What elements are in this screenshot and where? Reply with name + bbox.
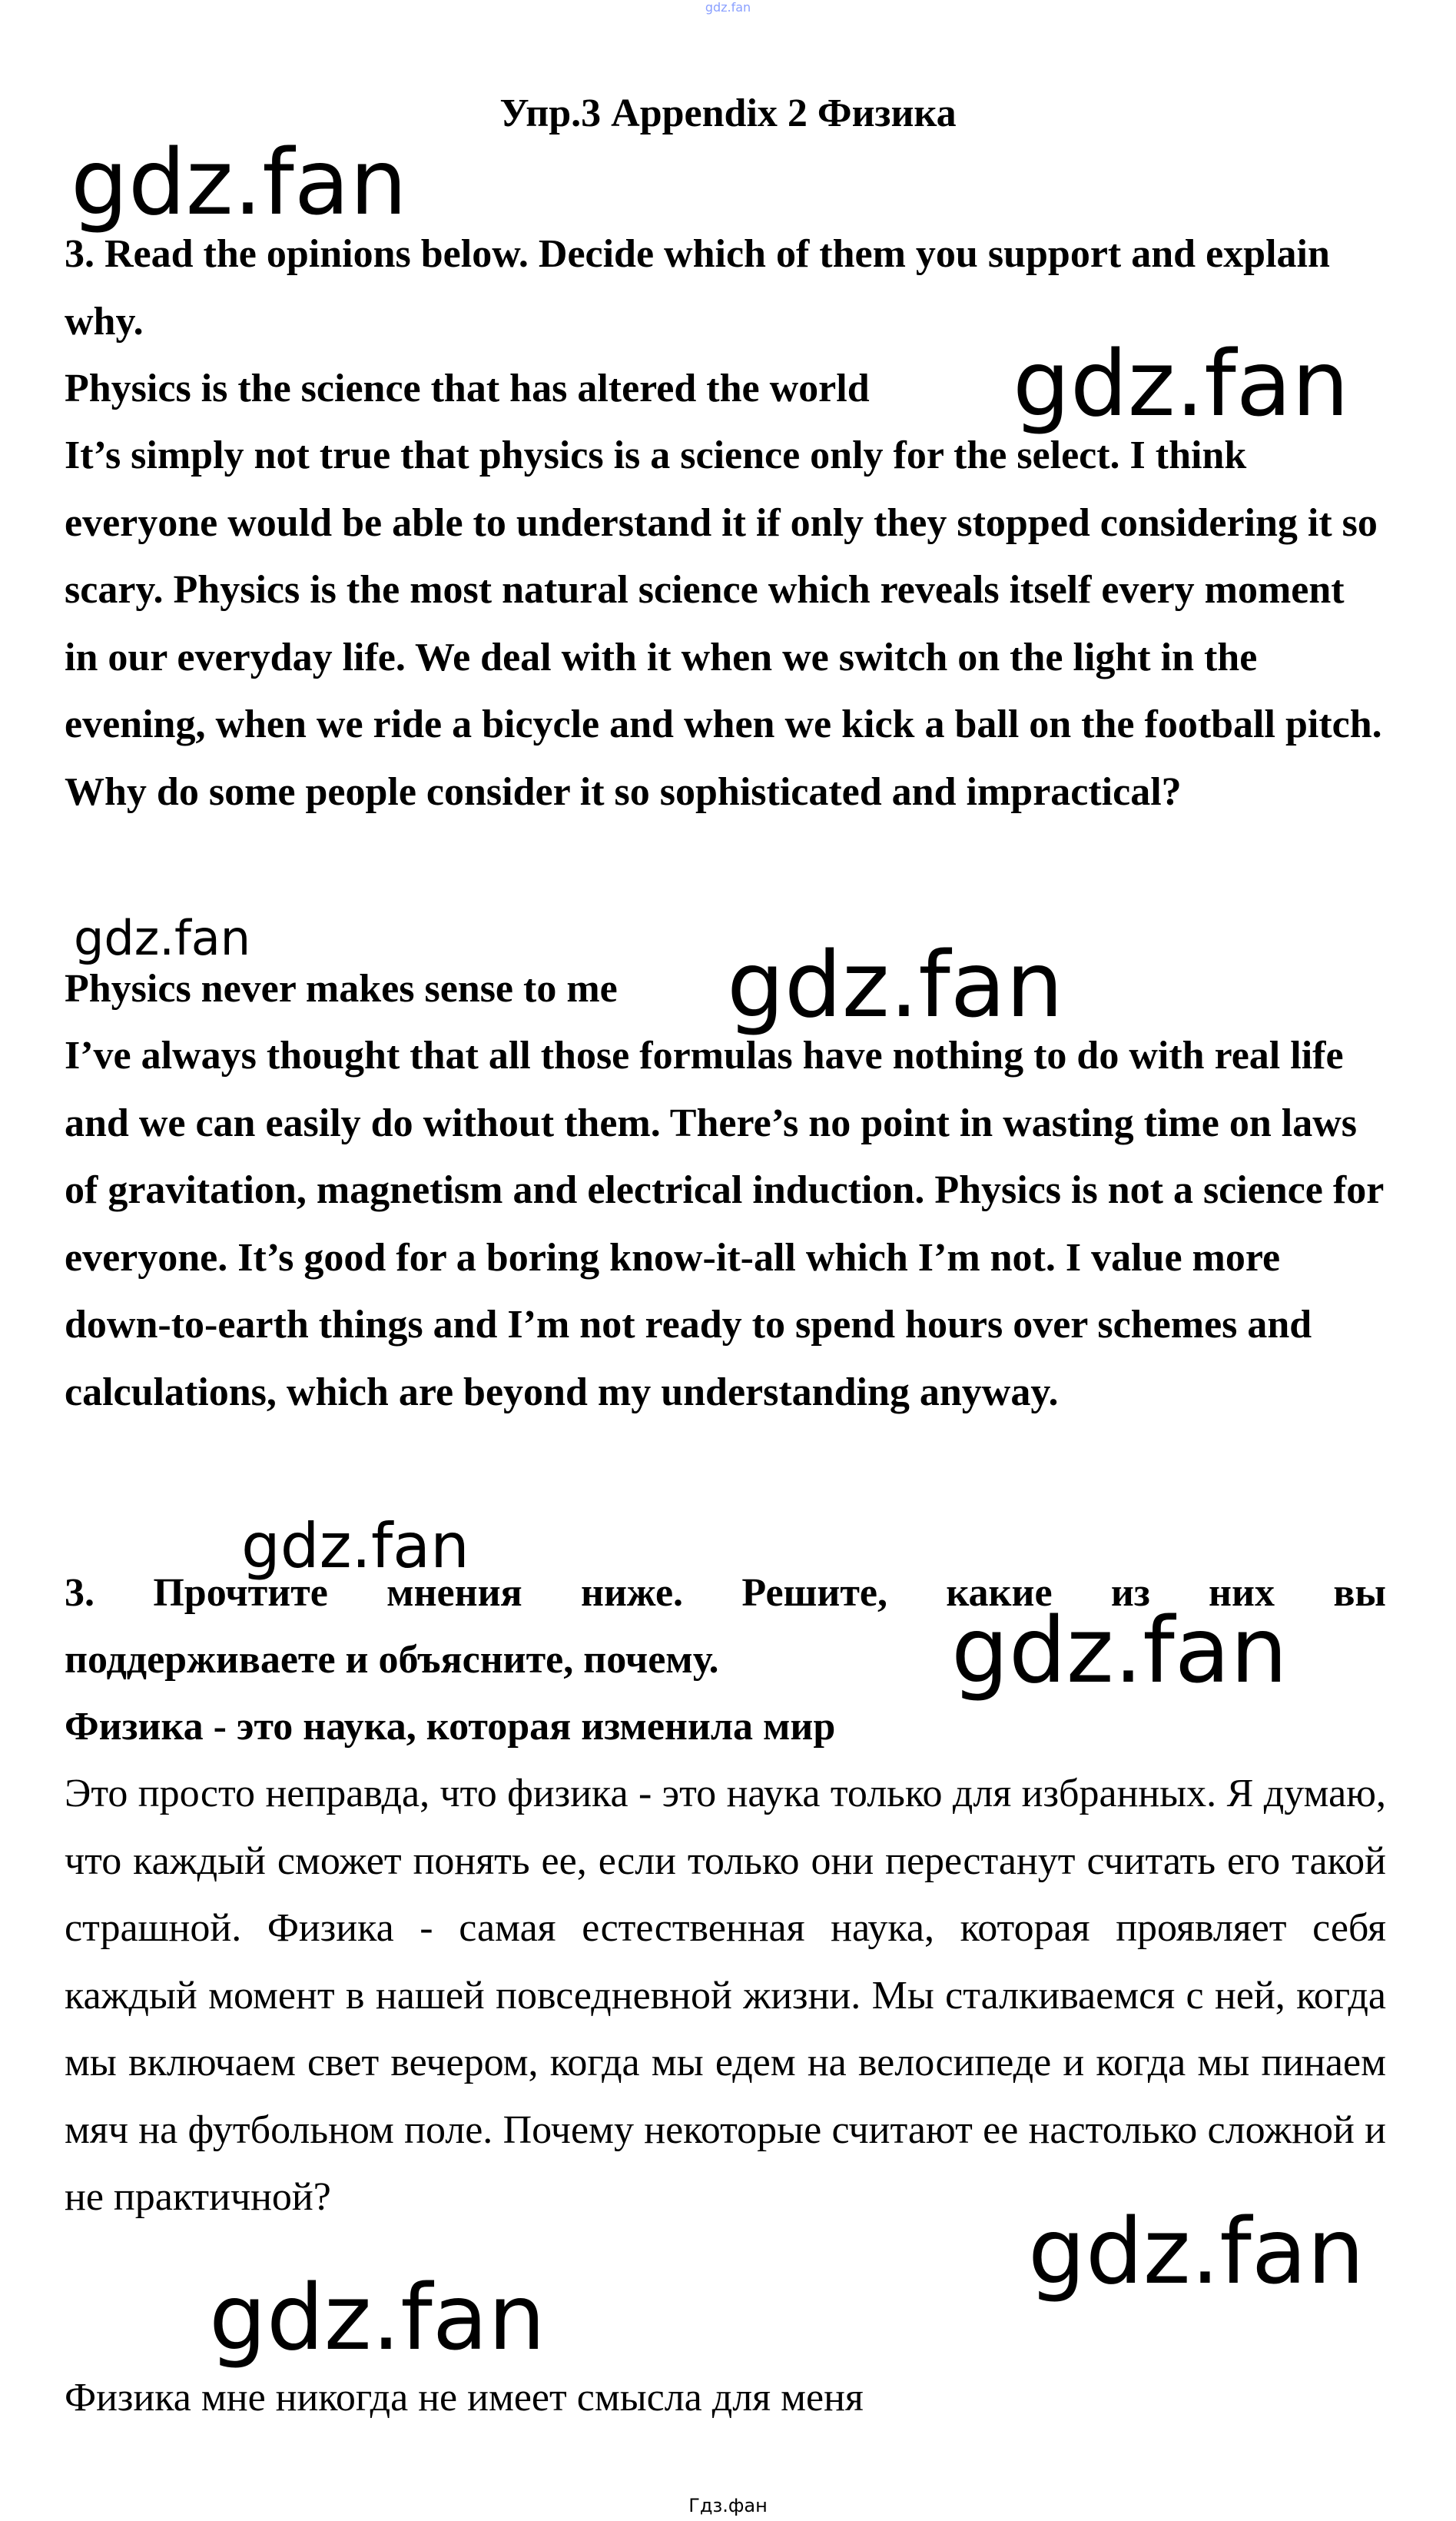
watermark: gdz.fan: [74, 910, 251, 966]
watermark: gdz.fan: [209, 2264, 546, 2370]
russian-opinion1-text: Это просто неправда, что физика - это наука только для избранных. Я думаю, что каждый сможет понять ее, если только они перестанут считать его такой страшной. Физика - самая естественная наука, которая проявляет себя каждый момент в нашей повседневной жизни. Мы сталкиваемся с ней, когда мы включаем свет вечером, когда мы едем на велосипеде и когда мы пинаем мяч на футбольном поле. Почему некоторые считают ее настолько сложной и не практичной?: [65, 1772, 1386, 2219]
watermark: gdz.fan: [727, 932, 1063, 1038]
english-opinion1-heading: Physics is the science that has altered the world: [65, 367, 870, 410]
watermark: gdz.fan: [241, 1510, 469, 1582]
watermark: gdz.fan: [1013, 330, 1349, 437]
russian-opinion1-heading: Физика - это наука, которая изменила мир: [65, 1705, 836, 1749]
english-task: 3. Read the opinions below. Decide which of them you support and explain why.: [65, 232, 1330, 344]
english-opinion2-text: I’ve always thought that all those formulas have nothing to do with real life and we can easily do without them. There’s no point in wasting time on laws of gravitation, magnetism and electrical induction. Physics is not a science for everyone. It’s good for a boring know-it-all which I’m not. I value more down-to-earth things and I’m not ready to spend hours over schemes and calculations, which are beyond my understanding anyway.: [65, 1034, 1384, 1414]
top-watermark: gdz.fan: [705, 0, 751, 15]
russian-task-line1: 3. Прочтите мнения ниже. Решите, какие из них вы: [65, 1571, 1386, 1615]
english-opinion2-heading: Physics never makes sense to me: [65, 967, 618, 1011]
watermark: gdz.fan: [1028, 2198, 1365, 2304]
russian-opinion2-heading: Физика мне никогда не имеет смысла для меня: [65, 2376, 864, 2420]
page-title: Упр.3 Appendix 2 Физика: [499, 91, 957, 135]
english-opinion1-text: It’s simply not true that physics is a science only for the select. I think everyone would be able to understand it if only they stopped considering it so scary. Physics is the most natural science which reveals itself every moment in our everyday life. We deal with it when we switch on the light in the evening, when we ride a bicycle and when we kick a ball on the football pitch. Why do some people consider it so sophisticated and impractical?: [65, 433, 1382, 814]
watermark: gdz.fan: [951, 1597, 1288, 1703]
russian-task-line2: поддерживаете и объясните, почему.: [65, 1638, 719, 1682]
footer-site-label: Гдз.фан: [688, 2495, 768, 2516]
watermark: gdz.fan: [71, 129, 407, 235]
